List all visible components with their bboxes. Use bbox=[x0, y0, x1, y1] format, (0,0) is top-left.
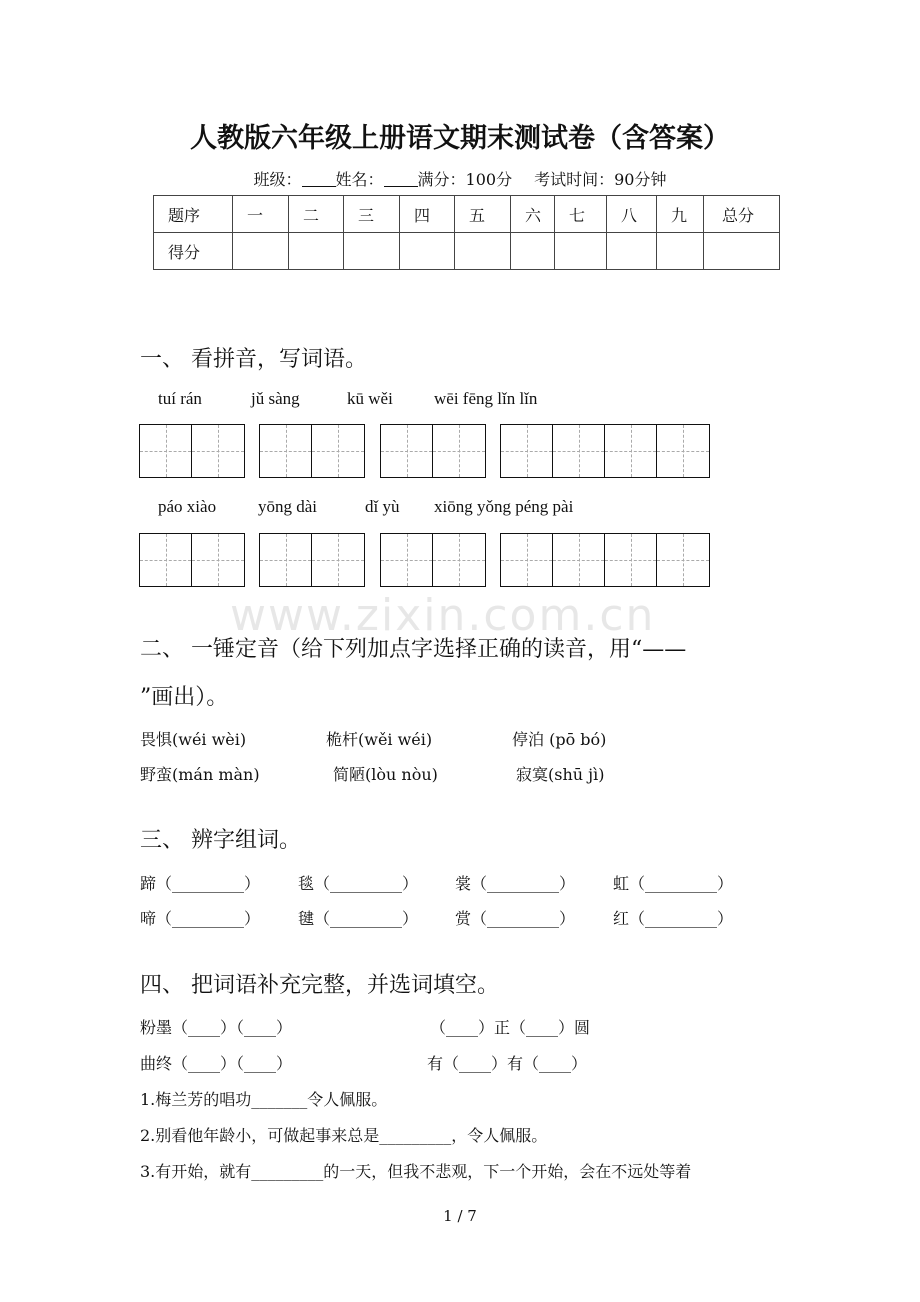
full-marks: 满分：100分 bbox=[417, 170, 513, 189]
pinyin-4: wēi fēng lǐn lǐn bbox=[434, 389, 538, 408]
header-cell: 七 bbox=[555, 196, 607, 233]
word-blank[interactable]: 毽（_________） bbox=[298, 909, 419, 928]
page-title: 人教版六年级上册语文期末测试卷（含答案） bbox=[190, 123, 730, 154]
reading-item[interactable]: 简陋(lòu nòu) bbox=[333, 765, 438, 784]
fill-sentence[interactable]: 1.梅兰芳的唱功_______令人佩服。 bbox=[140, 1090, 388, 1109]
word-blank[interactable]: 虹（_________） bbox=[613, 874, 734, 893]
score-cell[interactable] bbox=[511, 233, 555, 270]
writing-box[interactable] bbox=[380, 424, 486, 478]
writing-box[interactable] bbox=[500, 424, 710, 478]
score-cell[interactable] bbox=[289, 233, 344, 270]
writing-box[interactable] bbox=[259, 533, 365, 587]
word-blank[interactable]: 啼（_________） bbox=[140, 909, 261, 928]
score-cell[interactable] bbox=[657, 233, 704, 270]
header-cell: 一 bbox=[233, 196, 289, 233]
name-label: 姓名： bbox=[335, 170, 384, 189]
writing-box[interactable] bbox=[259, 424, 365, 478]
idiom-blank[interactable]: 粉墨（____）（____） bbox=[140, 1018, 293, 1037]
writing-grid-row-1 bbox=[0, 424, 920, 480]
word-blank[interactable]: 赏（_________） bbox=[455, 909, 576, 928]
header-cell: 总分 bbox=[704, 196, 780, 233]
idiom-blank[interactable]: （____）正（____）圆 bbox=[430, 1018, 591, 1037]
section3-heading: 三、 辨字组词。 bbox=[140, 828, 301, 853]
section4-heading: 四、 把词语补充完整，并选词填空。 bbox=[140, 973, 499, 998]
pinyin-6: yōng dài bbox=[258, 497, 318, 516]
reading-item[interactable]: 野蛮(mán màn) bbox=[140, 765, 260, 784]
class-blank[interactable] bbox=[302, 170, 336, 187]
row-label: 得分 bbox=[154, 233, 233, 270]
word-blank[interactable]: 红（_________） bbox=[613, 909, 734, 928]
watermark: www.zixin.com.cn bbox=[230, 590, 656, 641]
pinyin-3: kū wěi bbox=[347, 389, 393, 408]
reading-item[interactable]: 寂寞(shū jì) bbox=[516, 765, 605, 784]
score-cell[interactable] bbox=[400, 233, 455, 270]
header-cell: 六 bbox=[511, 196, 555, 233]
word-blank[interactable]: 裳（_________） bbox=[455, 874, 576, 893]
score-cell[interactable] bbox=[555, 233, 607, 270]
word-blank[interactable]: 毯（_________） bbox=[298, 874, 419, 893]
class-label: 班级： bbox=[253, 170, 302, 189]
score-table bbox=[153, 195, 780, 270]
header-cell: 三 bbox=[344, 196, 400, 233]
pinyin-2: jǔ sàng bbox=[251, 389, 300, 408]
idiom-blank[interactable]: 曲终（____）（____） bbox=[140, 1054, 293, 1073]
score-table-header-row bbox=[154, 196, 780, 233]
writing-box[interactable] bbox=[139, 424, 245, 478]
score-cell[interactable] bbox=[233, 233, 289, 270]
writing-box[interactable] bbox=[500, 533, 710, 587]
pinyin-8: xiōng yǒng péng pài bbox=[434, 497, 574, 516]
section1-heading: 一、 看拼音，写词语。 bbox=[140, 347, 367, 372]
writing-box[interactable] bbox=[380, 533, 486, 587]
header-cell: 九 bbox=[657, 196, 704, 233]
pinyin-7: dǐ yù bbox=[365, 497, 400, 516]
score-cell[interactable] bbox=[344, 233, 400, 270]
reading-item[interactable]: 畏惧(wéi wèi) bbox=[140, 730, 247, 749]
reading-item[interactable]: 停泊 (pō bó) bbox=[512, 730, 607, 749]
score-cell[interactable] bbox=[455, 233, 511, 270]
score-cell[interactable] bbox=[607, 233, 657, 270]
score-cell[interactable] bbox=[704, 233, 780, 270]
exam-info bbox=[0, 167, 920, 190]
header-cell: 四 bbox=[400, 196, 455, 233]
exam-time: 考试时间：90分钟 bbox=[534, 170, 667, 189]
section2-heading-line1: 二、 一锤定音（给下列加点字选择正确的读音，用“—— bbox=[140, 637, 687, 662]
reading-item[interactable]: 桅杆(wěi wéi) bbox=[326, 730, 433, 749]
pinyin-5: páo xiào bbox=[158, 497, 217, 516]
header-cell: 八 bbox=[607, 196, 657, 233]
page-number: 1 / 7 bbox=[443, 1207, 477, 1225]
section2-heading-line2: ”画出）。 bbox=[140, 685, 229, 710]
header-cell: 二 bbox=[289, 196, 344, 233]
writing-box[interactable] bbox=[139, 533, 245, 587]
name-blank[interactable] bbox=[384, 170, 418, 187]
score-table-score-row bbox=[154, 233, 780, 270]
header-cell: 题序 bbox=[154, 196, 233, 233]
word-blank[interactable]: 蹄（_________） bbox=[140, 874, 261, 893]
fill-sentence[interactable]: 2.别看他年龄小，可做起事来总是_________，令人佩服。 bbox=[140, 1126, 548, 1145]
pinyin-1: tuí rán bbox=[158, 389, 202, 408]
header-cell: 五 bbox=[455, 196, 511, 233]
idiom-blank[interactable]: 有（____）有（____） bbox=[427, 1054, 588, 1073]
fill-sentence[interactable]: 3.有开始，就有_________的一天，但我不悲观，下一个开始，会在不远处等着 bbox=[140, 1162, 692, 1181]
writing-grid-row-2 bbox=[0, 533, 920, 589]
